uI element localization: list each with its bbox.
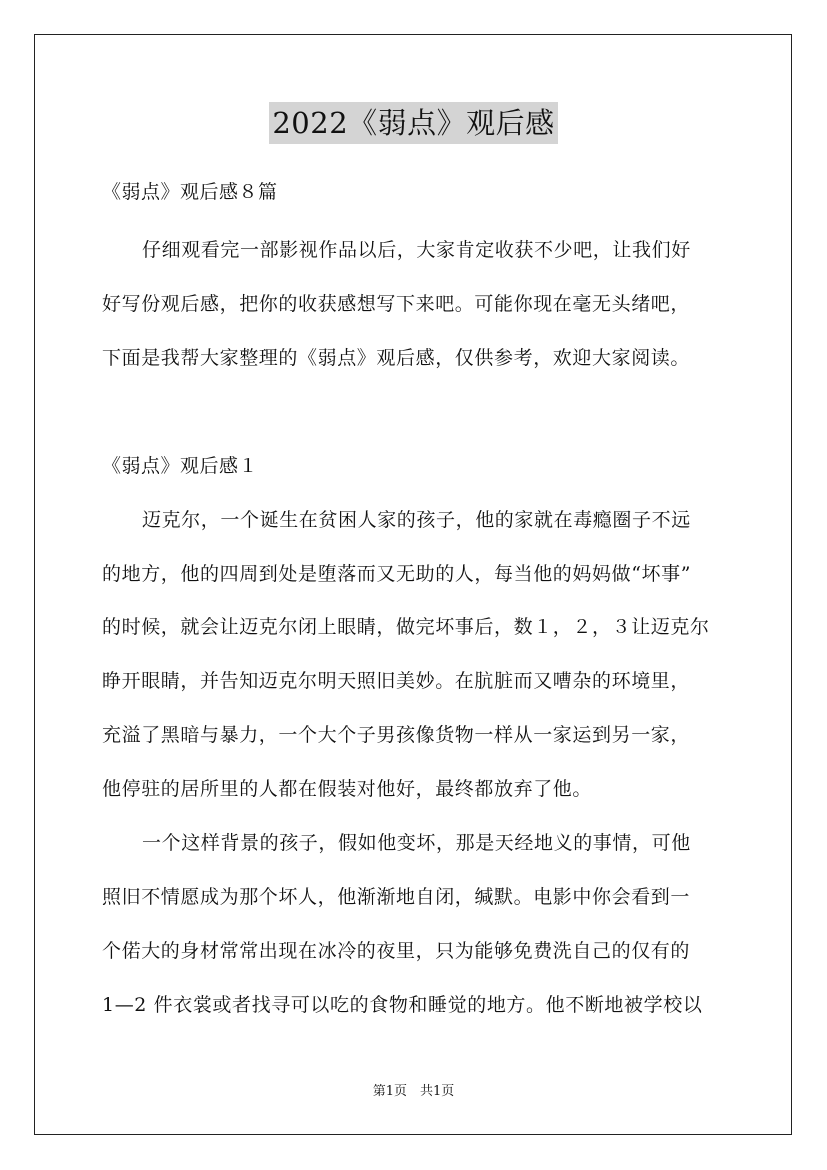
- paragraph-line: 睁开眼睛，并告知迈克尔明天照旧美妙。在肮脏而又嘈杂的环境里，: [102, 670, 691, 692]
- paragraph-line: 的地方，他的四周到处是堕落而又无助的人，每当他的妈妈做“坏事”: [102, 563, 692, 585]
- page-number-footer: 第1页 共1页: [372, 1084, 455, 1099]
- intro-line: 仔细观看完一部影视作品以后，大家肯定收获不少吧，让我们好: [142, 239, 691, 261]
- paragraph-line: 一个这样背景的孩子，假如他变坏，那是天经地义的事情，可他: [142, 832, 691, 854]
- paragraph-line: 的时候，就会让迈克尔闭上眼睛，做完坏事后，数１，２，３让迈克尔: [102, 616, 710, 638]
- intro-line: 好写份观后感，把你的收获感想写下来吧。可能你现在毫无头绪吧，: [102, 293, 691, 315]
- document-subtitle: 《弱点》观后感８篇: [102, 181, 278, 203]
- paragraph-line: 他停驻的居所里的人都在假装对他好，最终都放弃了他。: [102, 778, 593, 800]
- paragraph-line: 照旧不情愿成为那个坏人，他渐渐地自闭，缄默。电影中你会看到一: [102, 886, 691, 908]
- intro-line: 下面是我帮大家整理的《弱点》观后感，仅供参考，欢迎大家阅读。: [102, 347, 691, 369]
- paragraph-line: 个偌大的身材常常出现在冰冷的夜里，只为能够免费洗自己的仅有的: [102, 940, 691, 962]
- document-title: 2022《弱点》观后感: [269, 102, 557, 144]
- paragraph-line: 充溢了黑暗与暴力，一个大个子男孩像货物一样从一家运到另一家，: [102, 724, 691, 746]
- section-heading: 《弱点》观后感１: [102, 455, 259, 477]
- document-title-block: [0, 102, 827, 144]
- paragraph-line: 1—2 件衣裳或者找寻可以吃的食物和睡觉的地方。他不断地被学校以: [102, 994, 703, 1016]
- paragraph-line: 迈克尔，一个诞生在贫困人家的孩子，他的家就在毒瘾圈子不远: [142, 509, 691, 531]
